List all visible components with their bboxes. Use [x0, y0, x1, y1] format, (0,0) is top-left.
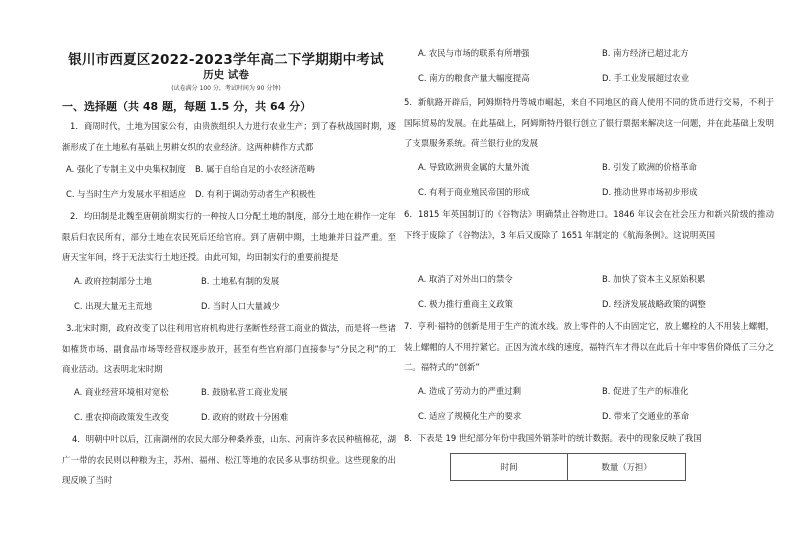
question-1-option-a: A. 强化了专制主义中央集权制度: [66, 164, 186, 174]
exam-note: (试卷满分 100 分，考试时间为 90 分钟): [171, 85, 281, 92]
question-1-option-b: B. 属于自给自足的小农经济范畴: [195, 164, 315, 174]
question-6-option-a: A. 取消了对外出口的禁令: [418, 274, 513, 284]
question-3-option-a: A. 商业经营环境相对宽松: [74, 387, 169, 397]
section-heading: 一、选择题（共 48 题，每题 1.5 分，共 64 分）: [62, 100, 312, 113]
question-7-option-a: A. 造成了劳动力的严重过剩: [418, 386, 522, 396]
question-5-stem: 5．新航路开辟后，阿姆斯特丹等城市崛起，来自不同地区的商人使用不同的货币进行交易，不利于国际贸易的发展。在此基础上，阿姆斯特丹银行创立了银行票据来解决这一问题，并在此基础上发明了支票服务系统。荷兰银行业的发展: [404, 97, 774, 148]
question-2-option-a: A. 政府控制部分土地: [74, 276, 152, 286]
exam-subtitle: 历史 试卷: [203, 69, 249, 81]
question-6-option-c: C. 极力推行重商主义政策: [418, 299, 513, 309]
question-2-option-d: D. 当时人口大量减少: [201, 301, 280, 311]
question-5-option-b: B. 引发了欧洲的价格革命: [602, 162, 697, 172]
question-5-option-c: C. 有利于商业殖民帝国的形成: [418, 187, 530, 197]
question-7-stem: 7．亨利·福特的创新是用于生产的流水线。放上零件的人不由固定它，放上螺栓的人不用装上螺帽，装上螺帽的人不用拧紧它。正因为流水线的速度，福特汽车才得以在此后十年中零售价降低了三分之二。福特式的“创新”: [404, 321, 774, 372]
question-1-stem: 1．商周时代，土地为国家公有，由贵族组织人力进行农业生产；到了春秋战国时期，逐渐形成了在土地私有基础上男耕女织的农业经济。这两种耕作方式都: [62, 121, 396, 152]
exam-title: 银川市西夏区2022-2023学年高二下学期期中考试: [68, 52, 384, 68]
question-3-option-d: D. 政府的财政十分困难: [201, 412, 289, 422]
question-5-option-a: A. 导致欧洲贵金属的大量外流: [418, 162, 530, 172]
question-4-option-b: B. 南方经济已超过北方: [602, 48, 689, 58]
question-7-option-d: D. 带来了交通业的革命: [602, 411, 690, 421]
question-4-option-d: D. 手工业发展超过农业: [602, 73, 690, 83]
question-2-option-b: B. 土地私有制的发展: [201, 276, 280, 286]
question-7-option-c: C. 适应了规模化生产的要求: [418, 411, 522, 421]
question-7-option-b: B. 促进了生产的标准化: [602, 386, 689, 396]
table-header-cell: 数量（万担）: [568, 454, 686, 481]
question-6-option-d: D. 经济发展战略政策的调整: [602, 299, 706, 309]
question-3-stem: 3.北宋时期，政府改变了以往利用官府机构进行垄断性经营工商业的做法，而是将一些诸如榷货市场、副食品市场等经营权逐步放开，甚至有些官府部门直接参与“分民之利”的工商业活动。这表明北宋时期: [62, 323, 396, 374]
table-header-cell: 时间: [451, 454, 568, 481]
table-header-row: [451, 454, 686, 481]
tea-export-table: [450, 453, 686, 481]
question-5-option-d: D. 推动世界市场初步形成: [602, 187, 698, 197]
question-2-stem: 2．均田制是北魏至唐朝前期实行的一种按人口分配土地的制度，部分土地在耕作一定年限后归农民所有，部分土地在农民死后还给官府。到了唐朝中期，土地兼并日益严重。至唐天宝年间，终于无法实行土地还授。由此可知，均田制实行的重要前提是: [62, 211, 396, 262]
question-2-option-c: C. 出现大量无主荒地: [74, 301, 153, 311]
question-4-stem: 4．明朝中叶以后，江南湖州的农民大部分种桑养蚕，山东、河南许多农民种植棉花，湖广一带的农民则以种粮为主，苏州、福州、松江等地的农民多从事纺织业。这些现象的出现反映了当时: [62, 434, 396, 485]
question-4-option-c: C. 南方的粮食产量大幅度提高: [418, 73, 530, 83]
question-3-option-c: C. 重农抑商政策发生改变: [74, 412, 169, 422]
question-8-stem: 8．下表是 19 世纪部分年份中我国外销茶叶的统计数据。表中的现象反映了我国: [404, 433, 702, 443]
question-6-option-b: B. 加快了资本主义原始积累: [602, 274, 706, 284]
question-3-option-b: B. 鼓励私营工商业发展: [201, 387, 288, 397]
question-1-option-d: D. 有利于调动劳动者生产积极性: [195, 189, 316, 199]
question-1-option-c: C. 与当时生产力发展水平相适应: [66, 189, 187, 199]
question-4-option-a: A. 农民与市场的联系有所增强: [418, 48, 530, 58]
question-6-stem: 6．1815 年英国制订的《谷物法》明确禁止谷物进口。1846 年议会在社会压力和新兴阶级的推动下终于废除了《谷物法》，3 年后又废除了 1651 年制定的《航海条例》。这说明英国: [404, 209, 774, 240]
